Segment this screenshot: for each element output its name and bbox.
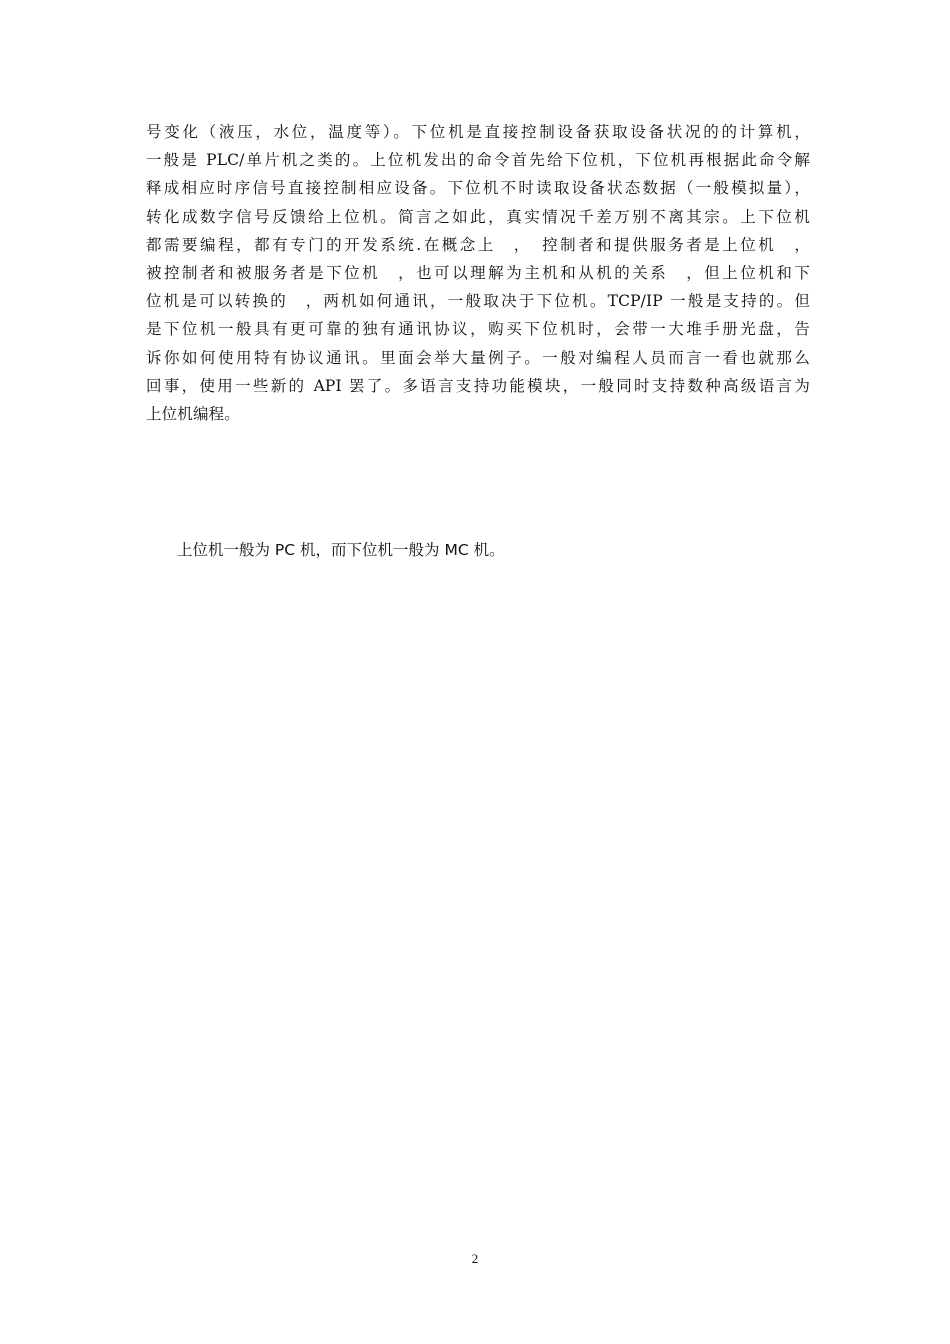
paragraph-line: 转化成数字信号反馈给上位机。简言之如此，真实情况千差万别不离其宗。上下位机 [146,207,810,226]
paragraph-line: 一般是 PLC/单片机之类的。上位机发出的命令首先给下位机，下位机再根据此命令解 [146,151,810,170]
body-paragraph [146,118,810,428]
paragraph-line: 释成相应时序信号直接控制相应设备。下位机不时读取设备状态数据（一般模拟量）， [146,179,810,198]
paragraph-line: 位机是可以转换的 ，两机如何通讯，一般取决于下位机。TCP/IP 一般是支持的。但 [146,292,810,311]
paragraph-line: 诉你如何使用特有协议通讯。里面会举大量例子。一般对编程人员而言一看也就那么 [146,348,810,367]
paragraph-line: 被控制者和被服务者是下位机 ，也可以理解为主机和从机的关系 ，但上位机和下 [146,264,810,283]
summary-sentence: 上位机一般为 PC 机，而下位机一般为 MC 机。 [177,541,505,559]
paragraph-line: 回事，使用一些新的 API 罢了。多语言支持功能模块，一般同时支持数种高级语言为 [146,376,810,395]
paragraph-line: 号变化（液压，水位，温度等）。下位机是直接控制设备获取设备状况的的计算机， [146,123,810,141]
paragraph-line: 都需要编程，都有专门的开发系统.在概念上 ， 控制者和提供服务者是上位机 ， [146,235,810,254]
paragraph-last-line: 上位机编程。 [146,405,240,424]
paragraph-line: 是下位机一般具有更可靠的独有通讯协议，购买下位机时，会带一大堆手册光盘，告 [146,320,810,339]
page-number: 2 [471,1251,479,1266]
